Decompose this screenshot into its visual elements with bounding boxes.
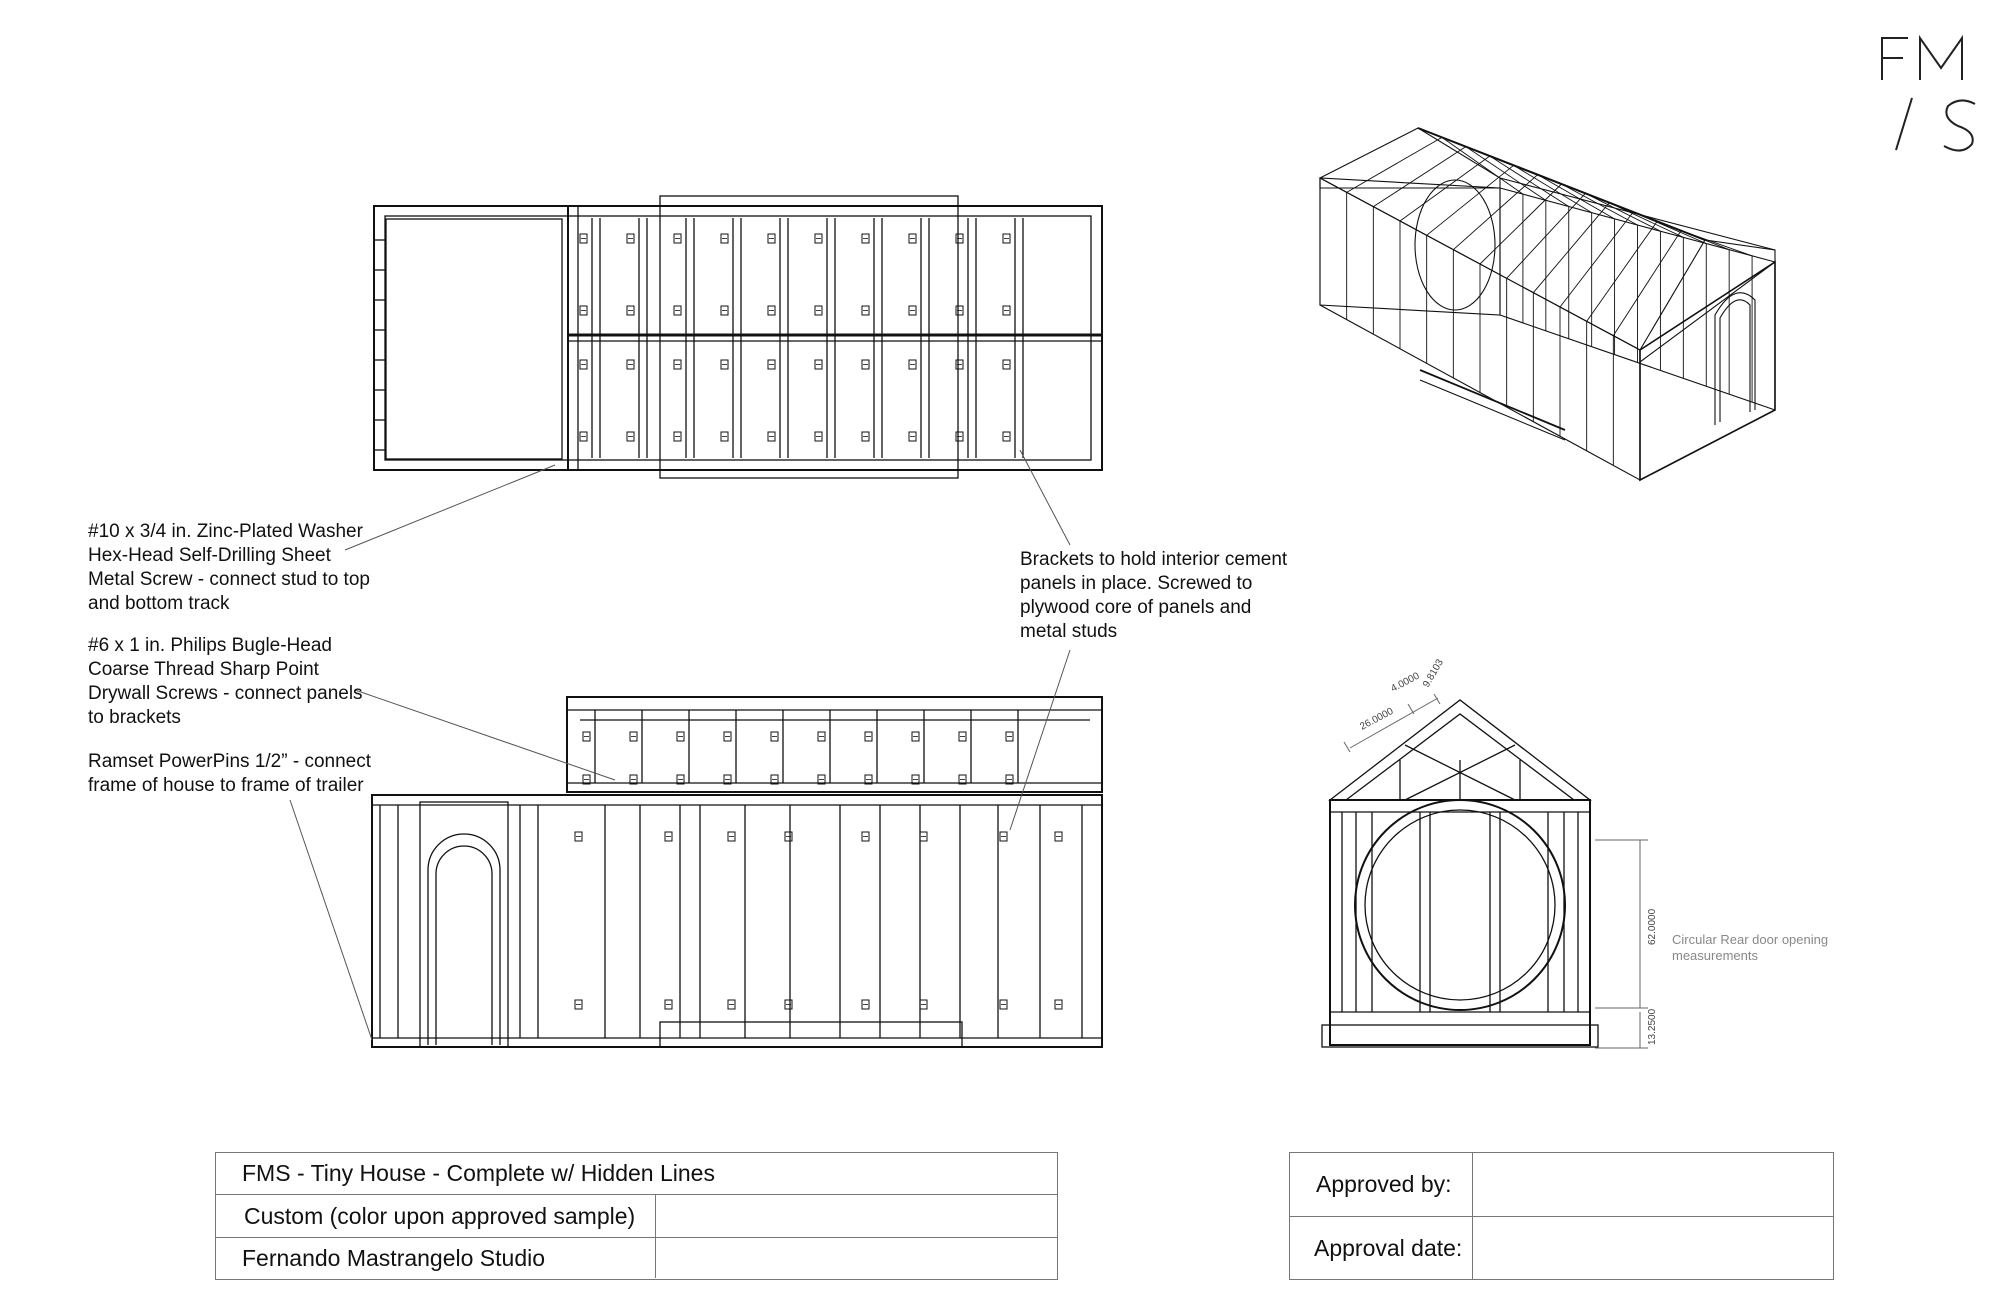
iso-rafter	[1587, 221, 1658, 321]
isometric-view	[1320, 128, 1775, 480]
rear-elevation-view	[1322, 657, 1658, 1048]
iso-arched-door	[1715, 293, 1755, 425]
plan-studs	[374, 218, 1023, 458]
studio-name: Fernando Mastrangelo Studio	[242, 1244, 546, 1271]
iso-rafter	[1480, 184, 1562, 264]
iso-rafter	[1560, 212, 1633, 307]
iso-rafters	[1347, 137, 1752, 335]
elev-upper-frame	[567, 697, 1102, 792]
side-elevation-view	[372, 697, 1102, 1047]
fms-logo	[1882, 0, 2000, 151]
studio-row	[216, 1238, 1057, 1278]
elev-lower-frame	[372, 795, 1102, 1047]
approval-date-row	[1290, 1217, 1833, 1279]
rear-circular-door-outer	[1355, 800, 1565, 1010]
plan-inner-outline	[385, 216, 1091, 460]
title-row	[216, 1153, 1057, 1195]
iso-rafter	[1533, 203, 1609, 293]
approval-block	[1289, 1152, 1834, 1280]
dim-26: 26.0000	[1358, 705, 1396, 733]
plan-brackets	[580, 234, 1010, 441]
finish-text: Custom (color upon approved sample)	[244, 1202, 636, 1229]
rear-door-caption: Circular Rear door opening measurements	[1672, 932, 1829, 963]
iso-rafter	[1427, 165, 1514, 235]
drawing-title: FMS - Tiny House - Complete w/ Hidden Lines	[242, 1160, 715, 1186]
rear-base	[1322, 1025, 1598, 1047]
plan-view	[374, 196, 1102, 478]
iso-rafter	[1373, 147, 1466, 207]
approved-by-label: Approved by:	[1316, 1171, 1452, 1197]
note-brackets: Brackets to hold interior cement panels in place. Screwed to plywood core of panels and metal studs	[1020, 549, 1288, 642]
note-zinc-screw: #10 x 3/4 in. Zinc-Plated Washer Hex-Head Self-Drilling Sheet Metal Screw - connect stud to top and bottom track	[88, 521, 370, 614]
iso-rafter	[1613, 231, 1681, 336]
dim-62: 62.0000	[1647, 908, 1658, 945]
title-block	[215, 1152, 1058, 1280]
dim-9: 9.8103	[1421, 657, 1446, 690]
leader-drywall	[355, 690, 615, 780]
elev-door-frame	[420, 802, 508, 1047]
approval-date-field[interactable]	[1474, 1217, 1833, 1279]
rear-wall-frame	[1330, 800, 1590, 1045]
plan-open-room	[386, 219, 562, 459]
note-drywall-screws: #6 x 1 in. Philips Bugle-Head Coarse Thread Sharp Point Drywall Screws - connect panels to brackets	[88, 635, 363, 728]
dim-13: 13.2500	[1647, 1008, 1658, 1045]
approved-by-row	[1290, 1153, 1833, 1217]
elev-brackets	[575, 732, 1062, 1009]
rear-studs	[1342, 760, 1578, 1012]
finish-row	[216, 1195, 1057, 1238]
elev-bottom-opening	[660, 1022, 962, 1047]
elev-studs	[380, 710, 1082, 1038]
leader-brackets-top	[1020, 450, 1070, 545]
rear-circular-door-inner	[1365, 810, 1555, 1000]
note-ramset-pins: Ramset PowerPins 1/2” - connect frame of house to frame of trailer	[88, 751, 372, 796]
rear-dimension-lines	[1344, 694, 1648, 1048]
leader-ramset	[290, 800, 372, 1040]
approved-by-field[interactable]	[1474, 1153, 1833, 1216]
plan-outline	[374, 206, 1102, 470]
approval-date-label: Approval date:	[1314, 1234, 1463, 1261]
elev-arched-door	[428, 834, 500, 1045]
leader-brackets-bottom	[1010, 650, 1070, 830]
dim-4: 4.0000	[1389, 670, 1422, 695]
